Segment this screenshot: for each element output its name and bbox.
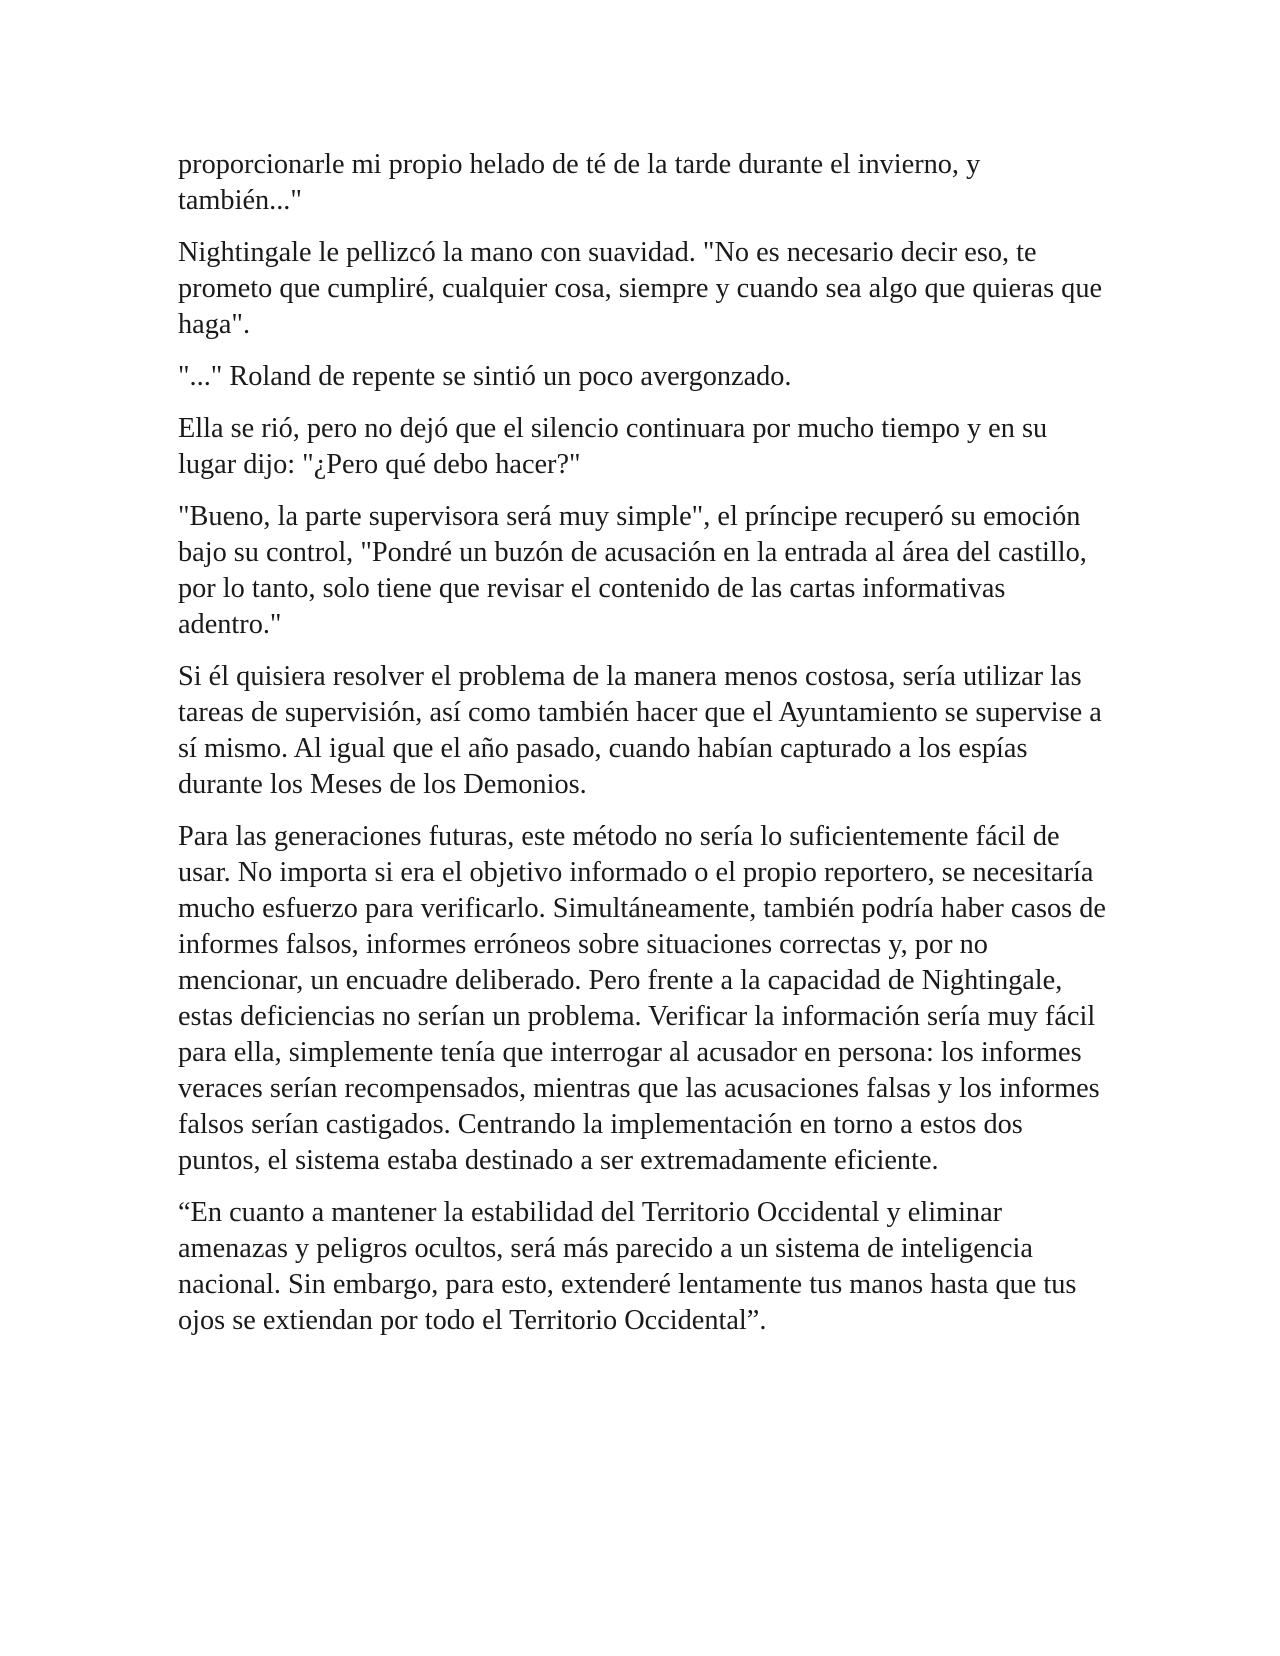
paragraph-5: "Bueno, la parte supervisora será muy simple", el príncipe recuperó su emoción bajo su control, "Pondré un buzón de acusación en la entrada al área del castillo, por lo tanto, solo tiene que revisar el contenido de las cartas informativas adentro."	[178, 501, 1087, 640]
paragraph-2: Nightingale le pellizcó la mano con suavidad. "No es necesario decir eso, te prometo que cumpliré, cualquier cosa, siempre y cuando sea algo que quieras que haga".	[178, 237, 1103, 340]
document-body	[178, 147, 1108, 1339]
paragraph-4: Ella se rió, pero no dejó que el silencio continuara por mucho tiempo y en su lugar dijo: "¿Pero qué debo hacer?"	[178, 413, 1048, 480]
paragraph-7: Para las generaciones futuras, este método no sería lo suficientemente fácil de usar. No importa si era el objetivo informado o el propio reportero, se necesitaría mucho esfuerzo para verificarlo. Simultáneamente, también podría haber casos de informes falsos, informes erróneos sobre situaciones correctas y, por no mencionar, un encuadre deliberado. Pero frente a la capacidad de Nightingale, estas deficiencias no serían un problema. Verificar la información sería muy fácil para ella, simplemente tenía que interrogar al acusador en persona: los informes veraces serían recompensados, mientras que las acusaciones falsas y los informes falsos serían castigados. Centrando la implementación en torno a estos dos puntos, el sistema estaba destinado a ser extremadamente eficiente.	[178, 821, 1106, 1176]
paragraph-8: “En cuanto a mantener la estabilidad del Territorio Occidental y eliminar amenazas y peligros ocultos, será más parecido a un sistema de inteligencia nacional. Sin embargo, para esto, extenderé lentamente tus manos hasta que tus ojos se extiendan por todo el Territorio Occidental”.	[178, 1197, 1077, 1336]
paragraph-3: "..." Roland de repente se sintió un poco avergonzado.	[178, 361, 792, 392]
paragraph-6: Si él quisiera resolver el problema de la manera menos costosa, sería utilizar las tareas de supervisión, así como también hacer que el Ayuntamiento se supervise a sí mismo. Al igual que el año pasado, cuando habían capturado a los espías durante los Meses de los Demonios.	[178, 661, 1102, 800]
paragraph-1: proporcionarle mi propio helado de té de la tarde durante el invierno, y también..."	[178, 149, 981, 216]
